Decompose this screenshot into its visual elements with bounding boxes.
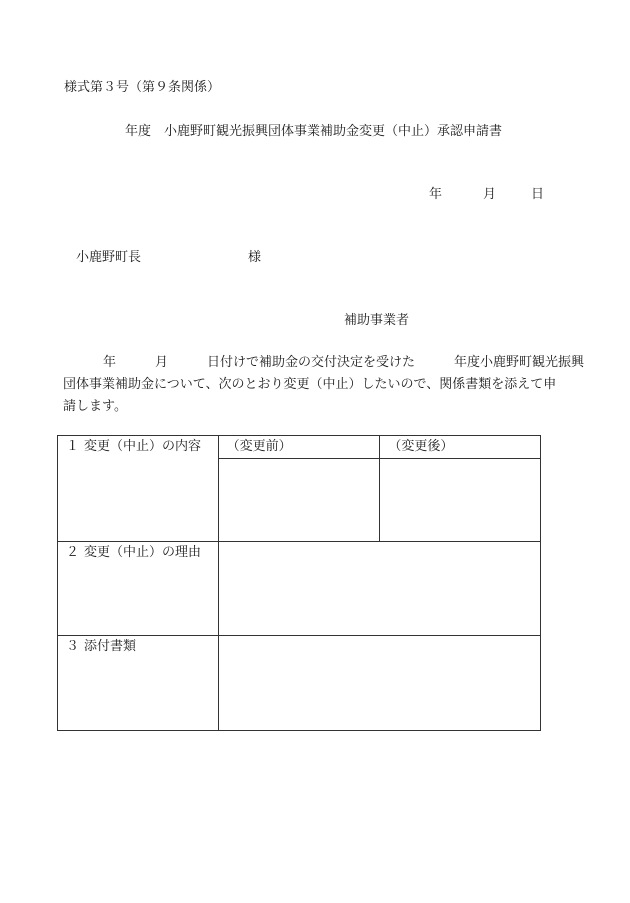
attachments-field[interactable] <box>218 636 540 731</box>
table-row <box>58 436 541 459</box>
addressee-name: 小鹿野町長 <box>76 250 142 265</box>
body-line: 年 月 日付けで補助金の交付決定を受けた 年度小鹿野町観光振興 <box>103 355 585 370</box>
addressee-honorific: 様 <box>248 250 262 265</box>
table-row <box>58 542 541 636</box>
after-header: （変更後） <box>388 439 454 454</box>
after-header-cell <box>380 436 541 459</box>
after-content-field[interactable] <box>380 459 541 542</box>
change-content-label: 変更（中止）の内容 <box>84 439 202 454</box>
body-line: 請します。 <box>63 399 127 414</box>
item-number: ３ <box>66 639 80 654</box>
date-month: 月 <box>483 187 497 202</box>
change-reason-label: 変更（中止）の理由 <box>84 545 202 560</box>
before-header: （変更前） <box>226 439 292 454</box>
body-line: 団体事業補助金について、次のとおり変更（中止）したいので、関係書類を添えて申 <box>63 377 557 392</box>
item-number: １ <box>66 439 80 454</box>
table-row <box>58 636 541 731</box>
date-line <box>429 187 544 203</box>
date-year: 年 <box>429 187 443 202</box>
change-reason-field[interactable] <box>218 542 540 636</box>
change-reason-label-cell <box>58 542 219 636</box>
document-title: 年度 小鹿野町観光振興団体事業補助金変更（中止）承認申請書 <box>125 124 503 139</box>
item-number: ２ <box>66 545 80 560</box>
attachments-label: 添付書類 <box>84 639 137 654</box>
body-text <box>63 352 585 418</box>
applicant-label: 補助事業者 <box>344 313 410 328</box>
date-day: 日 <box>531 187 545 202</box>
before-content-field[interactable] <box>218 459 380 542</box>
form-number: 様式第３号（第９条関係） <box>64 80 221 95</box>
before-header-cell <box>218 436 380 459</box>
attachments-label-cell <box>58 636 219 731</box>
change-table <box>57 435 541 731</box>
change-content-label-cell <box>58 436 219 542</box>
